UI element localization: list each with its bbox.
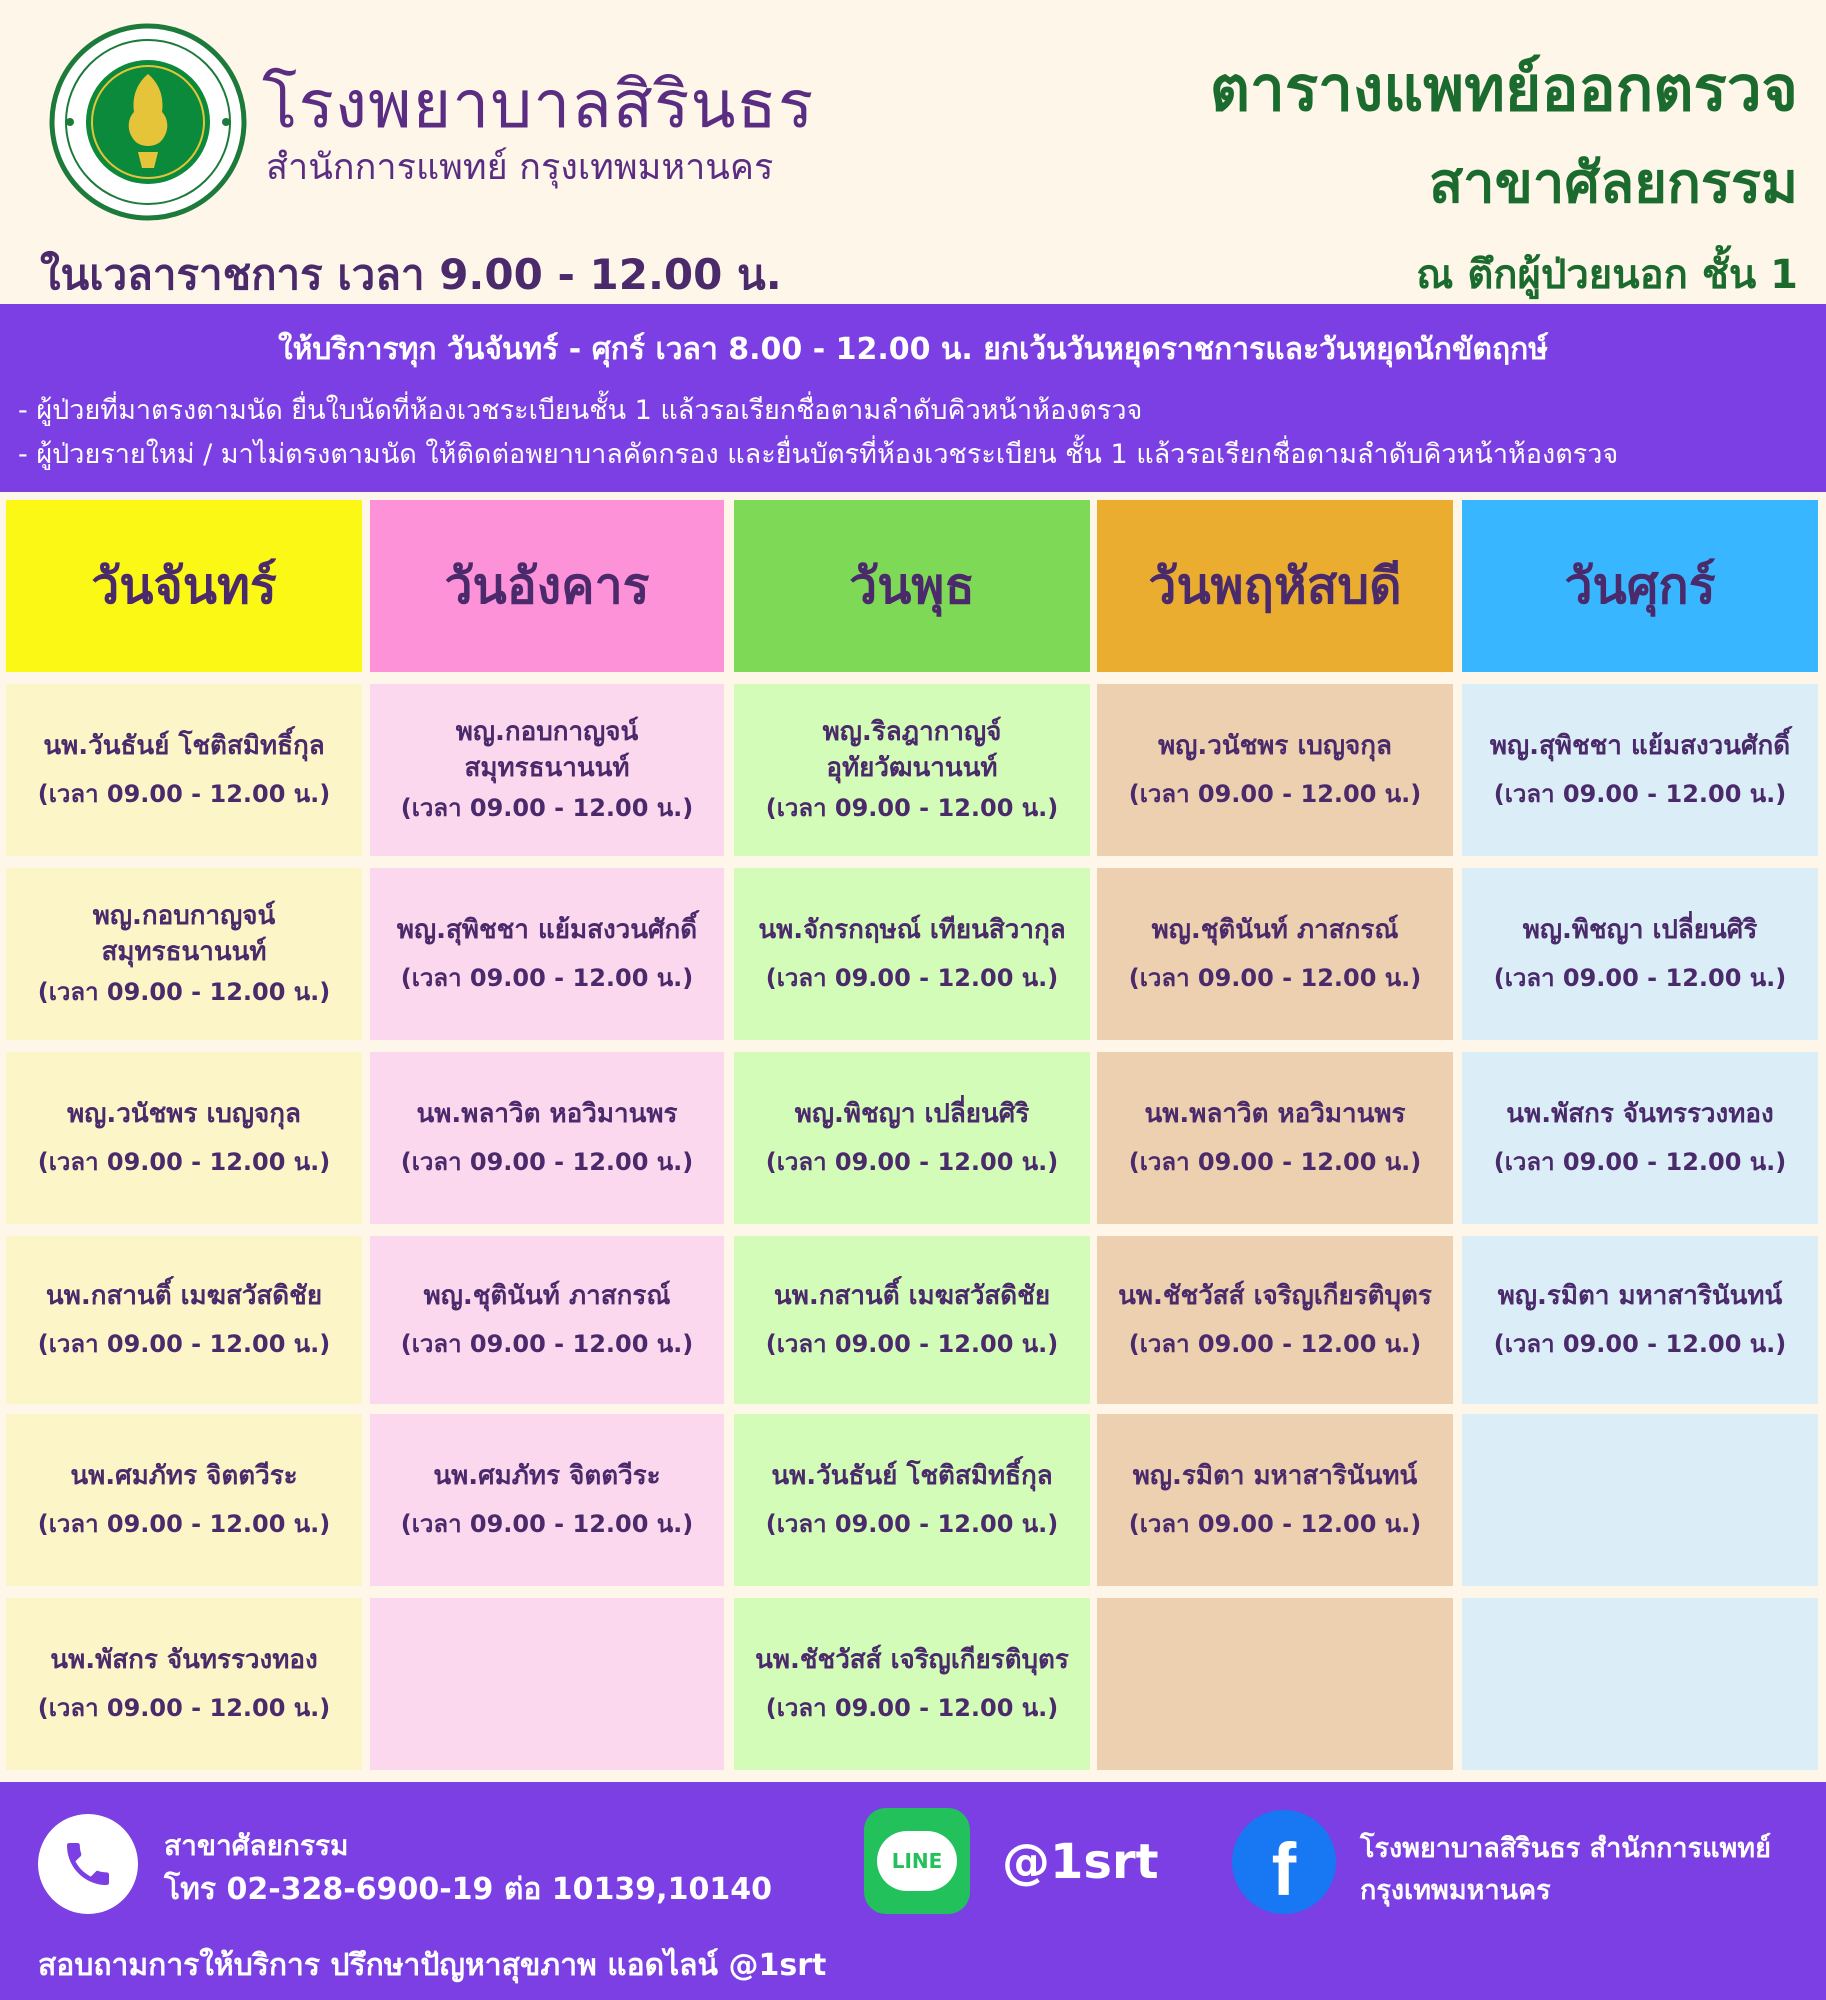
doctor-name: พญ.ชุตินันท์ ภาสกรณ์ [1151,915,1399,945]
doctor-cell [6,1414,362,1586]
doctor-name: สมุทรธนานนท์ [101,937,267,967]
doctor-cell [1462,868,1818,1040]
doctor-time: (เวลา 09.00 - 12.00 น.) [400,1148,694,1176]
doctor-time: (เวลา 09.00 - 12.00 น.) [37,1510,331,1538]
doctor-cell [1097,684,1453,856]
line-icon-label: LINE [891,1849,943,1873]
doctor-cell [370,1236,724,1404]
doctor-name: นพ.พลาวิต หอวิมานพร [1144,1099,1406,1129]
doctor-name: นพ.ชัชวัสส์ เจริญเกียรติบุตร [1118,1281,1432,1311]
doctor-time: (เวลา 09.00 - 12.00 น.) [400,1510,694,1538]
doctor-cell [734,868,1090,1040]
day-header: วันจันทร์ [6,500,362,672]
doctor-name: นพ.กสานติ์ เมฆสวัสดิชัย [45,1281,323,1311]
doctor-name: นพ.วันธันย์ โชติสมิทธิ์กุล [43,731,325,761]
doctor-name: สมุทรธนานนท์ [464,753,630,783]
doctor-name: นพ.ชัชวัสส์ เจริญเกียรติบุตร [755,1645,1069,1675]
doctor-name: พญ.ชุตินันท์ ภาสกรณ์ [423,1281,671,1311]
doctor-name: พญ.รมิตา มหาสารินันทน์ [1132,1461,1418,1491]
doctor-cell [734,684,1090,856]
doctor-time: (เวลา 09.00 - 12.00 น.) [1128,1330,1422,1358]
doctor-name: พญ.สุพิชชา แย้มสงวนศักดิ์ [1489,731,1791,761]
day-header: วันพุธ [734,500,1090,672]
doctor-cell [1462,1598,1818,1770]
doctor-name: พญ.ริลฎากาญจ์ [822,717,1002,747]
doctor-cell [734,1598,1090,1770]
hospital-logo [48,22,248,222]
doctor-name: พญ.กอบกาญจน์ [92,901,276,931]
doctor-cell [370,1414,724,1586]
footer-dept: สาขาศัลยกรรม [164,1829,349,1862]
doctor-time: (เวลา 09.00 - 12.00 น.) [765,1148,1059,1176]
doctor-time: (เวลา 09.00 - 12.00 น.) [1128,964,1422,992]
doctor-cell [370,1598,724,1770]
doctor-name: นพ.ศมภัทร จิตตวีระ [70,1461,298,1491]
doctor-name: พญ.กอบกาญจน์ [455,717,639,747]
doctor-time: (เวลา 09.00 - 12.00 น.) [1493,1330,1787,1358]
hospital-subtitle: สำนักการแพทย์ กรุงเทพมหานคร [266,147,774,188]
footer-phone: โทร 02-328-6900-19 ต่อ 10139,10140 [164,1872,772,1907]
service-hours: ในเวลาราชการ เวลา 9.00 - 12.00 น. [40,250,782,299]
note-new-patient: - ผู้ป่วยรายใหม่ / มาไม่ตรงตามนัด ให้ติดต่อพยาบาลคัดกรอง และยื่นบัตรที่ห้องเวชระเบียน ชั้น 1 แล้วรอเรียกชื่อตามลำดับคิวหน้าห้องตรวจ [18,439,1619,470]
doctor-cell [734,1414,1090,1586]
doctor-cell [734,1236,1090,1404]
doctor-time: (เวลา 09.00 - 12.00 น.) [765,964,1059,992]
doctor-time: (เวลา 09.00 - 12.00 น.) [37,780,331,808]
facebook-name-line1[interactable]: โรงพยาบาลสิรินธร สำนักการแพทย์ [1360,1833,1771,1864]
doctor-cell [370,1052,724,1224]
doctor-name: นพ.พัสกร จันทรรวงทอง [1506,1099,1774,1129]
doctor-cell [1462,1414,1818,1586]
doctor-time: (เวลา 09.00 - 12.00 น.) [400,794,694,822]
doctor-cell [1462,684,1818,856]
doctor-name: นพ.วันธันย์ โชติสมิทธิ์กุล [771,1461,1053,1491]
doctor-cell [370,684,724,856]
doctor-name: พญ.วนัชพร เบญจกุล [1158,731,1392,761]
doctor-cell [6,1052,362,1224]
line-id[interactable]: @1srt [1002,1834,1159,1890]
doctor-cell [1097,1236,1453,1404]
doctor-name: นพ.พลาวิต หอวิมานพร [416,1099,678,1129]
service-days: ให้บริการทุก วันจันทร์ - ศุกร์ เวลา 8.00 - 12.00 น. ยกเว้นวันหยุดราชการและวันหยุดนักขัตฤกษ์ [277,332,1549,367]
doctor-time: (เวลา 09.00 - 12.00 น.) [1128,780,1422,808]
service-location: ณ ตึกผู้ป่วยนอก ชั้น 1 [1416,252,1798,298]
doctor-name: พญ.สุพิชชา แย้มสงวนศักดิ์ [396,915,698,945]
doctor-name: นพ.กสานติ์ เมฆสวัสดิชัย [773,1281,1051,1311]
doctor-cell [370,868,724,1040]
footer-bottom-text: สอบถามการให้บริการ ปรึกษาปัญหาสุขภาพ แอดไลน์ @1srt [38,1948,827,1983]
doctor-time: (เวลา 09.00 - 12.00 น.) [1128,1510,1422,1538]
page-title: ตารางแพทย์ออกตรวจ [1209,52,1798,125]
hospital-name: โรงพยาบาลสิรินธร [262,66,815,143]
doctor-time: (เวลา 09.00 - 12.00 น.) [37,1148,331,1176]
facebook-icon[interactable]: f [1232,1810,1336,1914]
doctor-cell [6,1236,362,1404]
doctor-time: (เวลา 09.00 - 12.00 น.) [765,1330,1059,1358]
doctor-name: อุทัยวัฒนานนท์ [826,753,998,783]
doctor-name: นพ.พัสกร จันทรรวงทอง [50,1645,318,1675]
note-appointment: - ผู้ป่วยที่มาตรงตามนัด ยื่นใบนัดที่ห้องเวชระเบียนชั้น 1 แล้วรอเรียกชื่อตามลำดับคิวหน้าห้องตรวจ [18,395,1143,426]
doctor-name: พญ.รมิตา มหาสารินันทน์ [1497,1281,1783,1311]
doctor-cell [6,1598,362,1770]
doctor-time: (เวลา 09.00 - 12.00 น.) [37,1330,331,1358]
doctor-cell [1097,868,1453,1040]
footer [0,1782,1826,2000]
doctor-time: (เวลา 09.00 - 12.00 น.) [1493,780,1787,808]
line-icon[interactable] [864,1808,970,1914]
doctor-cell [1097,1414,1453,1586]
day-header: วันศุกร์ [1462,500,1818,672]
doctor-name: พญ.พิชญา เปลี่ยนศิริ [794,1099,1030,1129]
doctor-cell [734,1052,1090,1224]
doctor-time: (เวลา 09.00 - 12.00 น.) [400,1330,694,1358]
doctor-cell [6,684,362,856]
doctor-time: (เวลา 09.00 - 12.00 น.) [1493,964,1787,992]
doctor-time: (เวลา 09.00 - 12.00 น.) [400,964,694,992]
day-header: วันพฤหัสบดี [1097,500,1453,672]
facebook-name-line2[interactable]: กรุงเทพมหานคร [1360,1875,1551,1906]
doctor-cell [6,868,362,1040]
doctor-cell [1462,1052,1818,1224]
doctor-time: (เวลา 09.00 - 12.00 น.) [765,1510,1059,1538]
day-header: วันอังคาร [370,500,724,672]
info-band [0,304,1826,492]
doctor-cell [1462,1236,1818,1404]
phone-icon [38,1814,138,1914]
doctor-time: (เวลา 09.00 - 12.00 น.) [37,978,331,1006]
doctor-name: นพ.จักรกฤษณ์ เทียนสิวากุล [758,915,1066,945]
doctor-time: (เวลา 09.00 - 12.00 น.) [1128,1148,1422,1176]
doctor-name: นพ.ศมภัทร จิตตวีระ [433,1461,661,1491]
doctor-cell [1097,1598,1453,1770]
doctor-name: พญ.วนัชพร เบญจกุล [67,1099,301,1129]
doctor-cell [1097,1052,1453,1224]
doctor-time: (เวลา 09.00 - 12.00 น.) [765,1694,1059,1722]
doctor-time: (เวลา 09.00 - 12.00 น.) [1493,1148,1787,1176]
doctor-time: (เวลา 09.00 - 12.00 น.) [37,1694,331,1722]
doctor-time: (เวลา 09.00 - 12.00 น.) [765,794,1059,822]
department-title: สาขาศัลยกรรม [1428,151,1798,216]
doctor-name: พญ.พิชญา เปลี่ยนศิริ [1522,915,1758,945]
